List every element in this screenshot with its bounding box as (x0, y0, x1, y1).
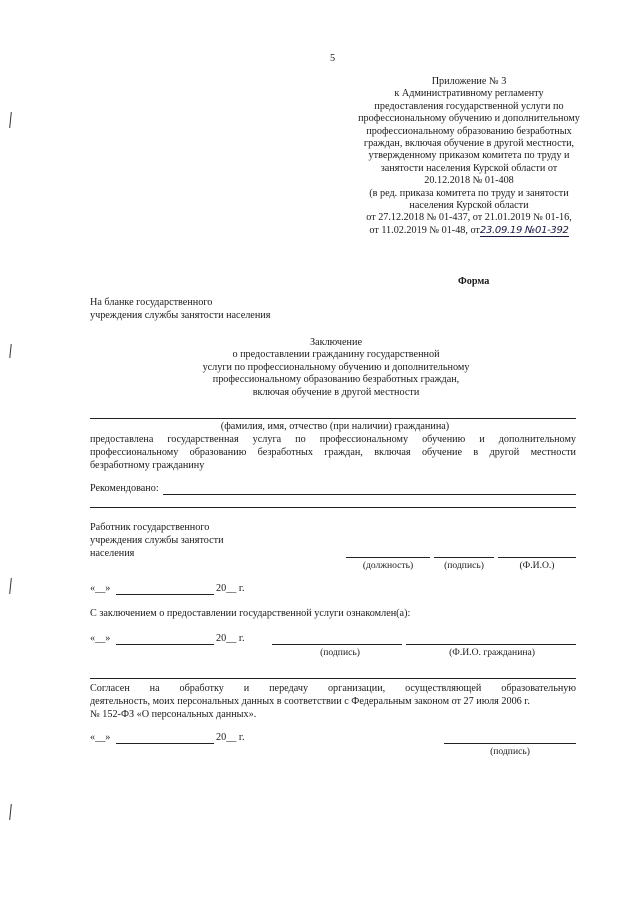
annex-header (334, 76, 604, 237)
worker-line-1: Работник государственного (90, 522, 210, 533)
title-line: включая обучение в другой местности (252, 386, 420, 398)
body-text-line-2: профессиональному образованию безработных граждан, включая обучение в другой местности (90, 447, 576, 458)
blank-line-2: учреждения службы занятости населения (90, 310, 271, 321)
consent-line-2: деятельность, моих персональных данных в соответствии с Федеральным законом от 27 июля 2006 г. (90, 696, 530, 707)
worker-fio-caption: (Ф.И.О.) (519, 560, 555, 571)
annex-line: 20.12.2018 № 01-408 (424, 175, 514, 187)
worker-line-2: учреждения службы занятости (90, 535, 224, 546)
acquainted-fio-line[interactable] (406, 644, 576, 645)
title-line: профессиональному образованию безработных граждан, (212, 374, 460, 386)
annex-line: предоставления государственной услуги по (374, 100, 564, 112)
date-month-line-3[interactable] (116, 743, 214, 744)
acquainted-signature-caption: (подпись) (320, 647, 360, 658)
annex-line: к Административному регламенту (394, 88, 544, 100)
annex-line: граждан, включая обучение в другой местности, (363, 138, 575, 150)
consent-line-1: Согласен на обработку и передачу организации, осуществляющей образовательную (90, 683, 576, 694)
title-line: Заключение (310, 337, 362, 348)
citizen-caption: (фамилия, имя, отчество (при наличии) гражданина) (220, 421, 450, 432)
date-day-quote: «__» (90, 583, 111, 594)
worker-position-caption: (должность) (362, 560, 414, 571)
annex-line: Приложение № 3 (431, 76, 507, 87)
annex-line: населения Курской области (409, 200, 529, 212)
scan-artifact-mark (9, 804, 12, 820)
date-month-line[interactable] (116, 594, 214, 595)
recommended-line-2[interactable] (90, 507, 576, 508)
annex-line: профессиональному образованию безработных (366, 125, 572, 137)
annex-line: занятости населения Курской области от (380, 162, 558, 174)
blank-line-1: На бланке государственного (90, 297, 213, 308)
date-year: 20__ г. (216, 583, 245, 594)
separator-line (90, 678, 576, 679)
scan-artifact-mark (9, 578, 12, 594)
acquainted-signature-line[interactable] (272, 644, 402, 645)
final-signature-line[interactable] (444, 743, 576, 744)
date-year-3: 20__ г. (216, 732, 245, 743)
worker-signature-caption: (подпись) (444, 560, 484, 571)
annex-line: профессиональному обучению и дополнительному (358, 113, 580, 125)
worker-fio-line[interactable] (498, 557, 576, 558)
title-line: услуги по профессиональному обучению и дополнительному (202, 361, 470, 373)
recommended-line[interactable] (163, 494, 576, 495)
acquainted-text: С заключением о предоставлении государственной услуги ознакомлен(а): (90, 608, 411, 619)
acquainted-fio-caption: (Ф.И.О. гражданина) (449, 647, 535, 658)
date-day-quote-3: «__» (90, 732, 111, 743)
body-text-line-3: безработному гражданину (90, 460, 205, 471)
date-year-2: 20__ г. (216, 633, 245, 644)
page-number: 5 (330, 53, 336, 64)
title-line: о предоставлении гражданину государственной (232, 349, 440, 361)
body-text-line-1: предоставлена государственная услуга по профессиональному обучению и дополнительному (90, 434, 576, 445)
citizen-name-line[interactable] (90, 418, 576, 419)
date-month-line-2[interactable] (116, 644, 214, 645)
recommended-label: Рекомендовано: (90, 483, 159, 494)
date-day-quote-2: «__» (90, 633, 111, 644)
annex-last-line-prefix: от 11.02.2019 № 01-48, от (369, 224, 480, 236)
worker-position-line[interactable] (346, 557, 430, 558)
scan-artifact-mark (9, 344, 11, 358)
final-signature-caption: (подпись) (490, 746, 530, 757)
document-title (200, 337, 472, 399)
scan-artifact-mark (9, 112, 12, 128)
handwritten-amendment: 23.09.19 №01-392 (479, 224, 569, 236)
worker-line-3: населения (90, 548, 135, 559)
annex-last-line (334, 225, 604, 237)
form-label: Форма (458, 276, 490, 287)
annex-line: от 27.12.2018 № 01-437, от 21.01.2019 № 01-16, (366, 212, 572, 224)
annex-line: (в ред. приказа комитета по труду и занятости (369, 187, 569, 199)
consent-line-3: № 152-ФЗ «О персональных данных». (90, 709, 257, 720)
worker-signature-line[interactable] (434, 557, 494, 558)
annex-line: утвержденному приказом комитета по труду и (368, 150, 570, 162)
